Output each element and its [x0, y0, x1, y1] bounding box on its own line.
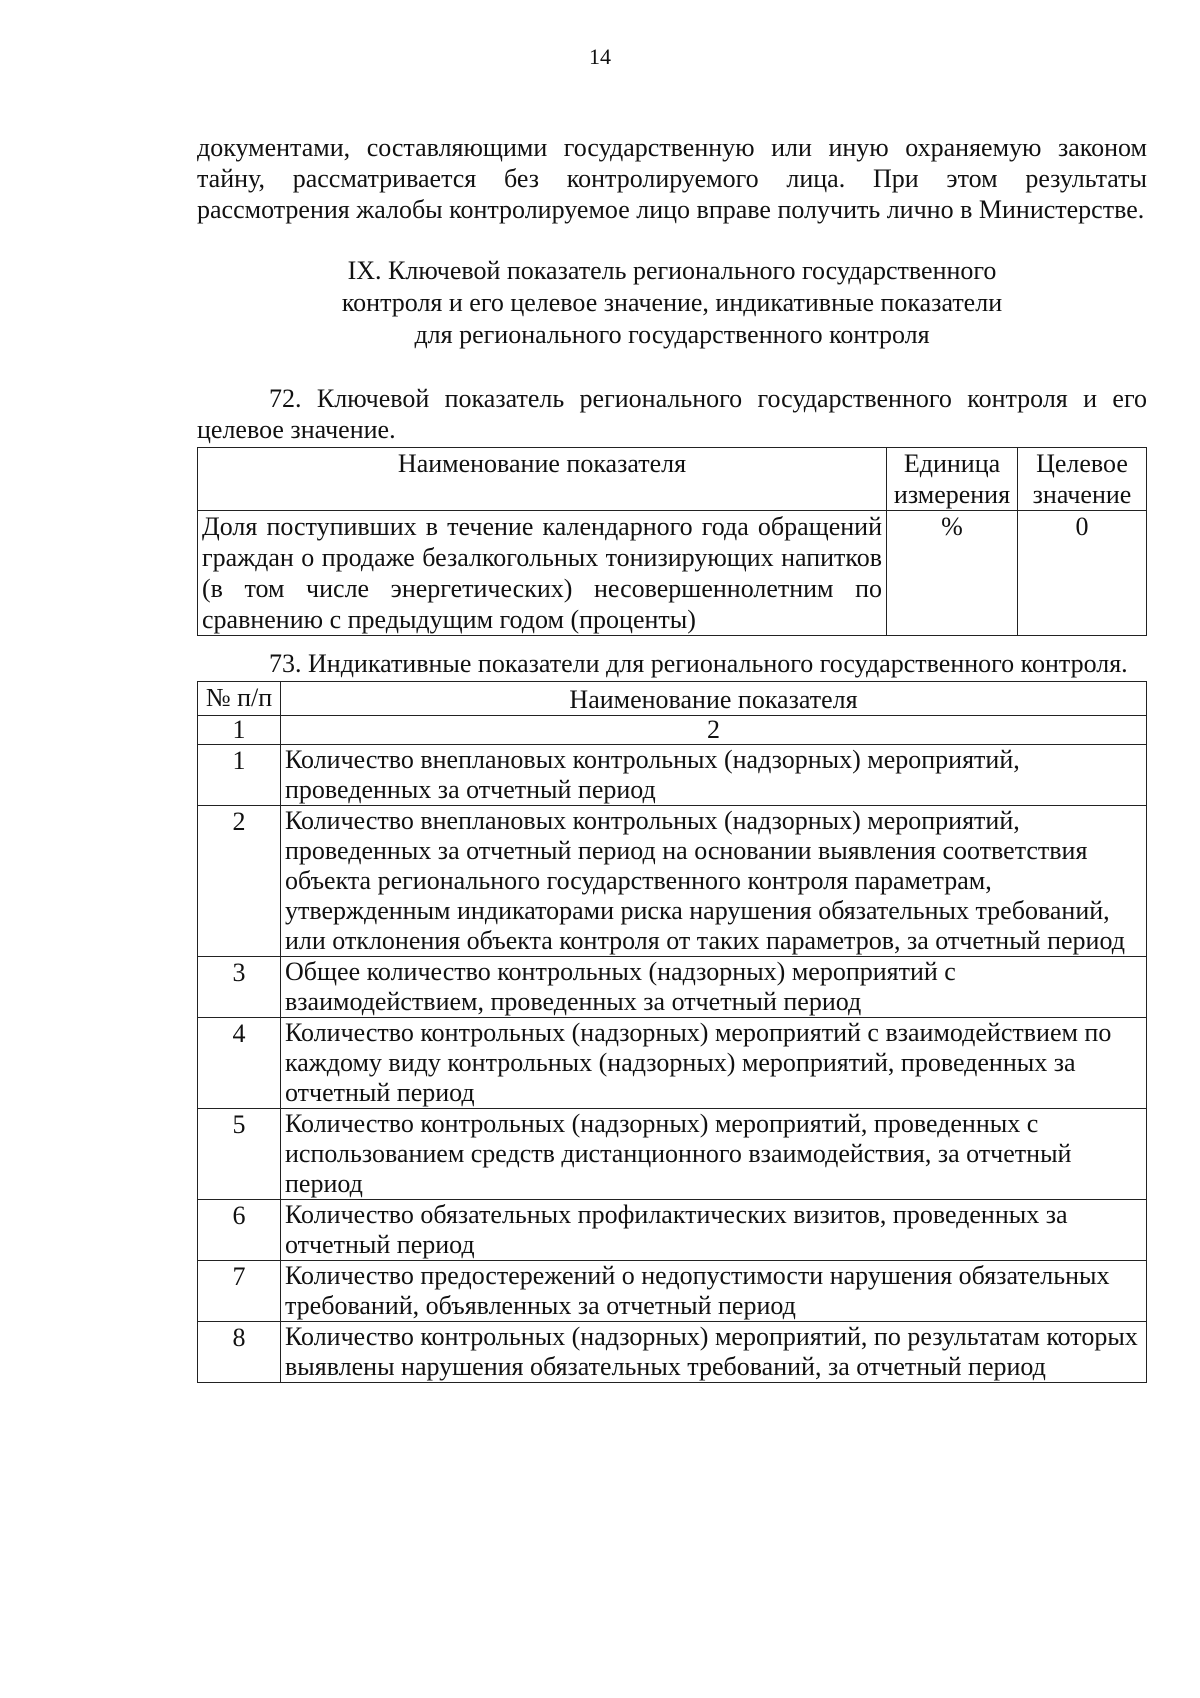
key-row-name: Доля поступивших в течение календарного года обращений граждан о продаже безалкогольных тонизирующих напитков (в том числе энергетических) несовершеннолетним по сравнению с предыдущим годом (проценты) — [198, 511, 887, 636]
key-header-target: Целевое значение — [1018, 448, 1147, 511]
table-row — [198, 1200, 1147, 1261]
document-body — [197, 132, 1147, 1383]
row-text: Общее количество контрольных (надзорных) мероприятий с взаимодействием, проведенных за отчетный период — [281, 957, 1147, 1018]
table-row — [198, 745, 1147, 806]
row-number: 1 — [198, 745, 281, 806]
item-73-text: 73. Индикативные показатели для регионального государственного контроля. — [269, 649, 1128, 678]
section-heading-line-1: IX. Ключевой показатель регионального государственного — [347, 256, 997, 285]
section-heading-line-2: контроля и его целевое значение, индикативные показатели — [341, 288, 1003, 317]
table-row — [198, 1109, 1147, 1200]
row-text: Количество контрольных (надзорных) мероприятий, проведенных с использованием средств дистанционного взаимодействия, за отчетный период — [281, 1109, 1147, 1200]
key-indicator-table — [197, 447, 1147, 636]
indicator-table-header-row — [198, 682, 1147, 716]
section-heading-line-3: для регионального государственного контроля — [414, 320, 930, 349]
table-row — [198, 957, 1147, 1018]
row-number: 7 — [198, 1261, 281, 1322]
key-header-unit: Единица измерения — [887, 448, 1018, 511]
key-table-header-row — [198, 448, 1147, 511]
indicator-header-name: Наименование показателя — [281, 682, 1147, 716]
table-row — [198, 806, 1147, 957]
table-row — [198, 1261, 1147, 1322]
indicator-index-1: 1 — [198, 716, 281, 745]
page-number: 14 — [589, 44, 611, 69]
indicator-index-2: 2 — [281, 716, 1147, 745]
row-number: 3 — [198, 957, 281, 1018]
indicator-table — [197, 681, 1147, 1383]
key-row-unit: % — [887, 511, 1018, 636]
indicator-header-no: № п/п — [198, 682, 281, 716]
row-number: 4 — [198, 1018, 281, 1109]
row-text: Количество контрольных (надзорных) мероприятий с взаимодействием по каждому виду контрольных (надзорных) мероприятий, проведенных за отчетный период — [281, 1018, 1147, 1109]
table-row — [198, 1018, 1147, 1109]
table-row — [198, 1322, 1147, 1383]
paragraph-continuation: документами, составляющими государственную или иную охраняемую законом тайну, рассматривается без контролируемого лица. При этом результаты рассмотрения жалобы контролируемое лицо вправе получить лично в Министерстве. — [197, 133, 1147, 224]
item-72-text: 72. Ключевой показатель регионального государственного контроля и его целевое значение. — [197, 384, 1147, 444]
key-row-target: 0 — [1018, 511, 1147, 636]
row-number: 5 — [198, 1109, 281, 1200]
key-table-row — [198, 511, 1147, 636]
row-number: 8 — [198, 1322, 281, 1383]
section-heading — [197, 255, 1147, 351]
key-header-name: Наименование показателя — [198, 448, 887, 511]
row-text: Количество предостережений о недопустимости нарушения обязательных требований, объявленных за отчетный период — [281, 1261, 1147, 1322]
row-number: 2 — [198, 806, 281, 957]
indicator-index-row — [198, 716, 1147, 745]
row-text: Количество внеплановых контрольных (надзорных) мероприятий, проведенных за отчетный период на основании выявления соответствия объекта регионального государственного контроля параметрам, утвержденным индикаторами риска нарушения обязательных требований, или отклонения объекта контроля от таких параметров, за отчетный период — [281, 806, 1147, 957]
row-text: Количество внеплановых контрольных (надзорных) мероприятий, проведенных за отчетный период — [281, 745, 1147, 806]
row-number: 6 — [198, 1200, 281, 1261]
row-text: Количество контрольных (надзорных) мероприятий, по результатам которых выявлены нарушения обязательных требований, за отчетный период — [281, 1322, 1147, 1383]
row-text: Количество обязательных профилактических визитов, проведенных за отчетный период — [281, 1200, 1147, 1261]
